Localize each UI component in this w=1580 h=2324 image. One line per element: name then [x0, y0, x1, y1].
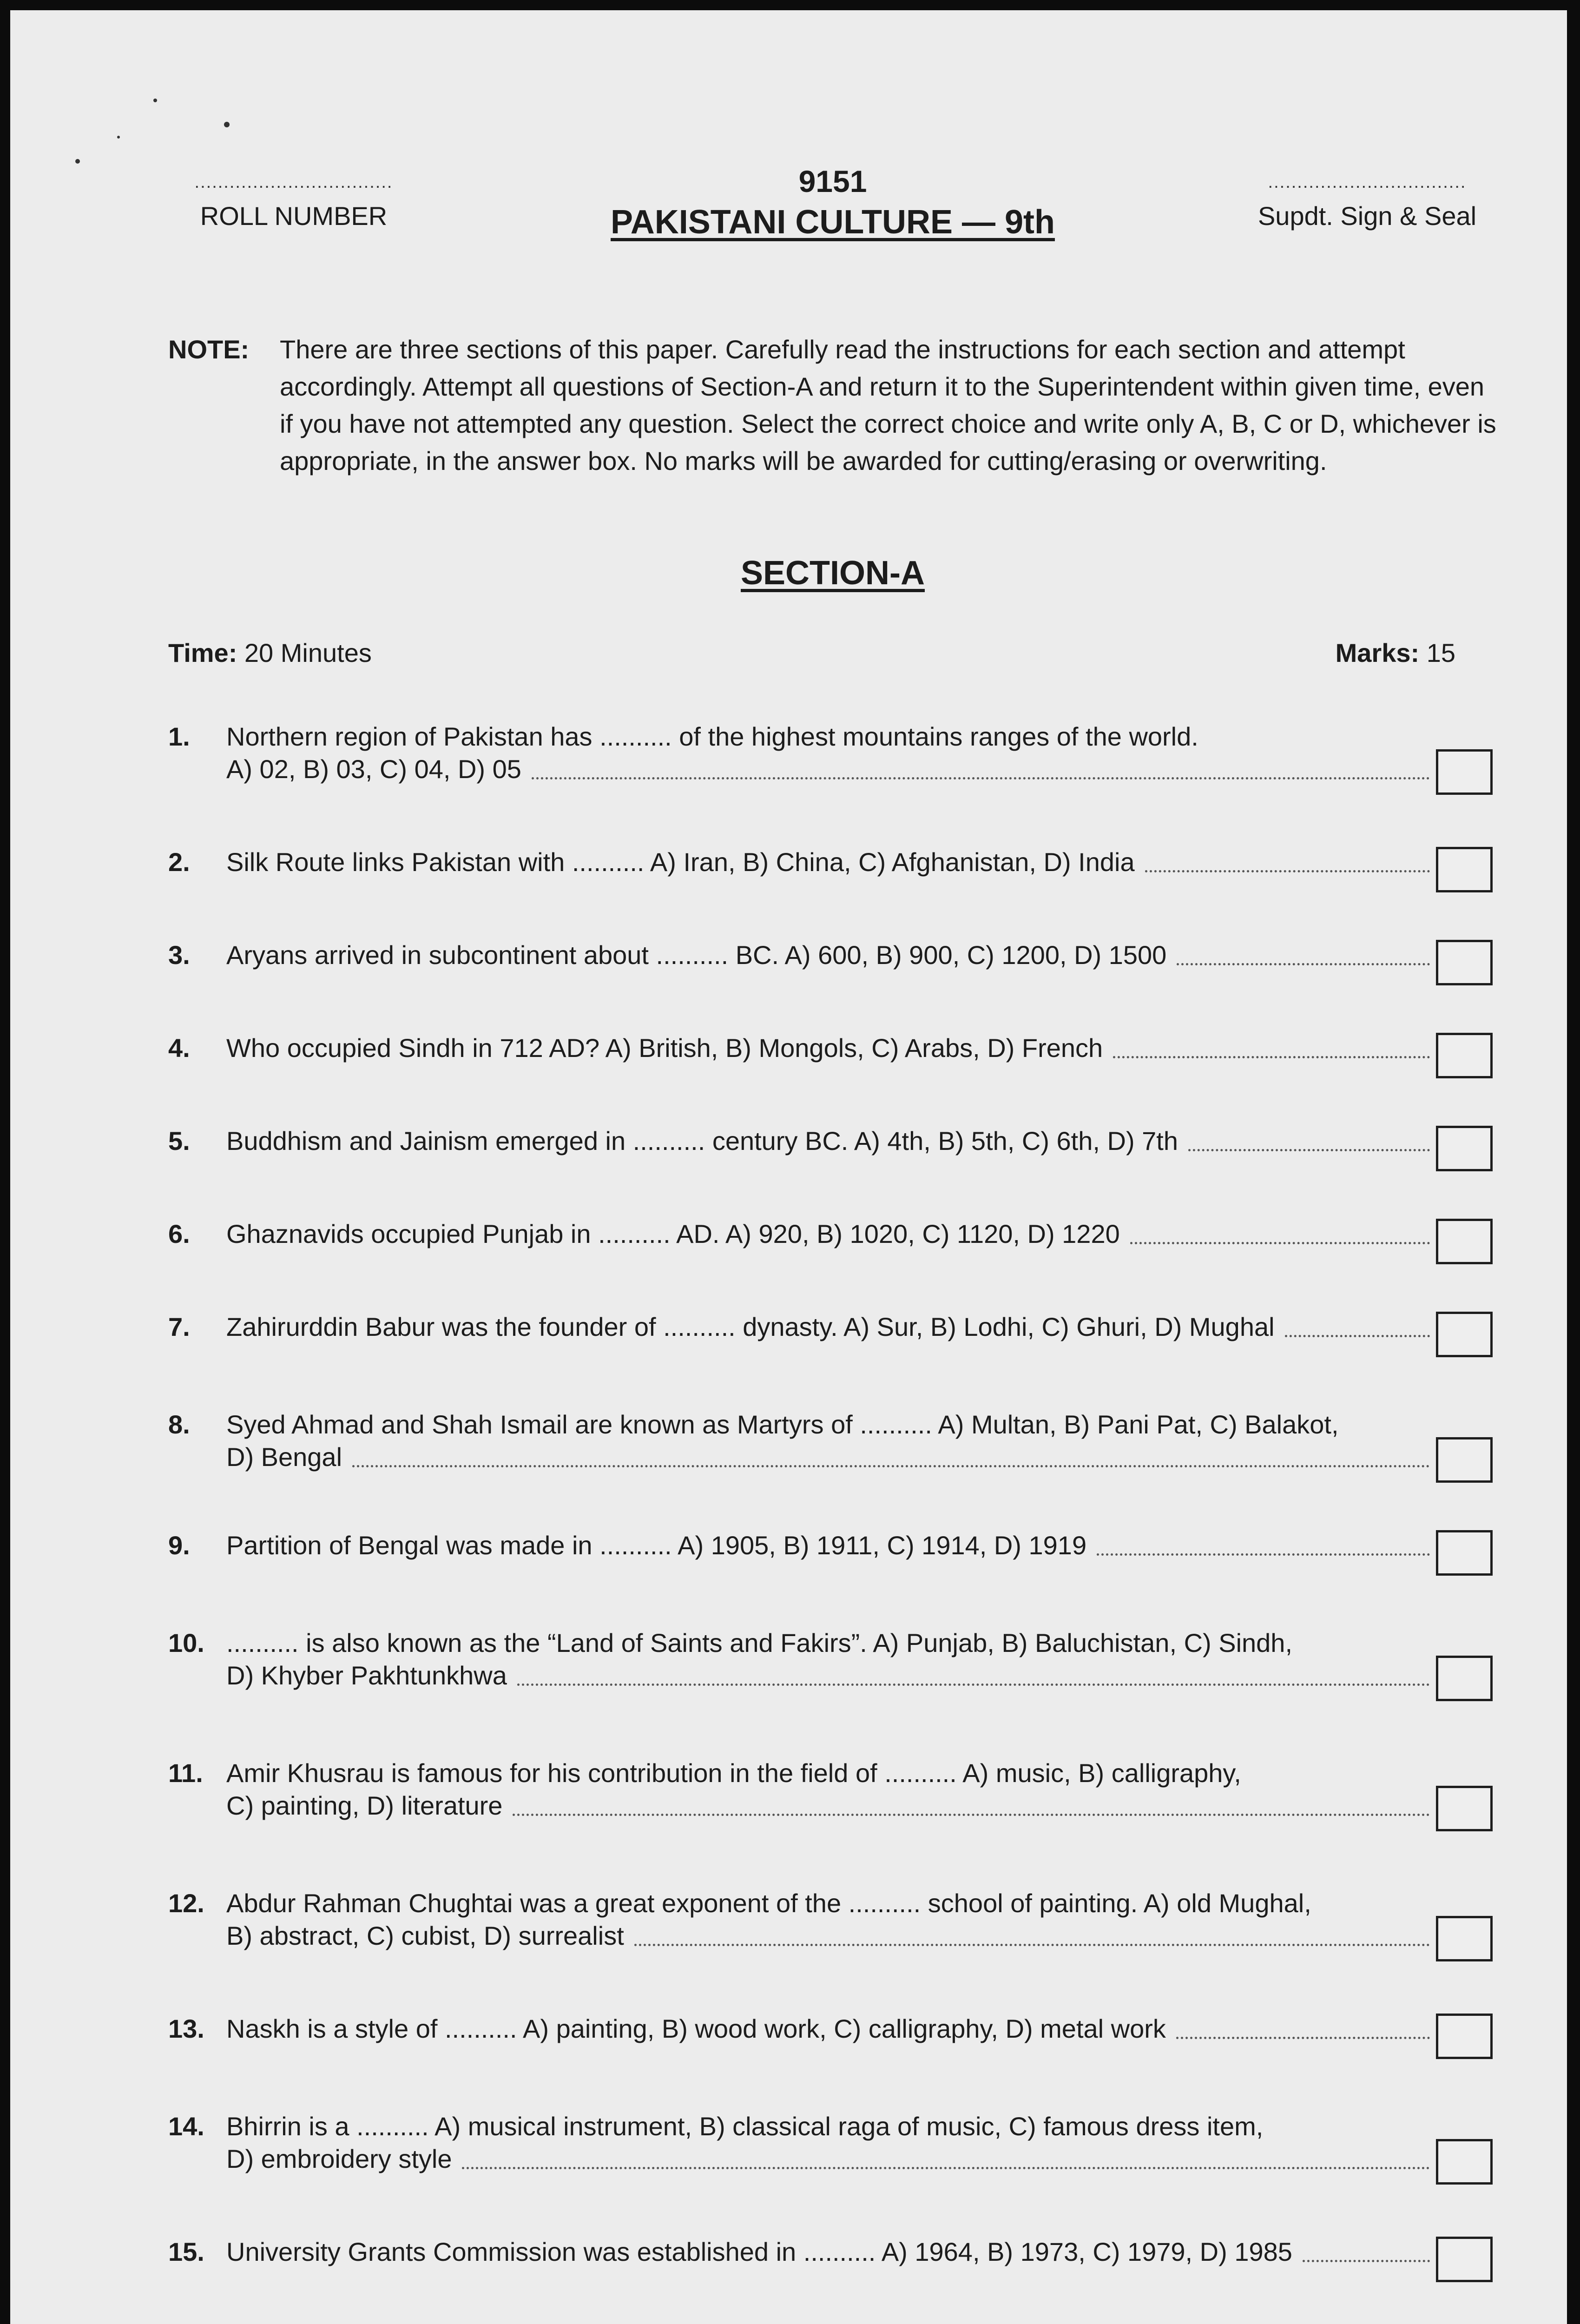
section-title: SECTION-A	[741, 555, 925, 592]
question-item	[168, 1033, 1493, 1079]
note-label: NOTE:	[168, 335, 250, 364]
time-value: 20 Minutes	[244, 638, 372, 667]
question-text: Who occupied Sindh in 712 AD? A) British, B) Mongols, C) Arabs, D) French	[226, 1033, 1103, 1063]
time-allowed	[168, 638, 372, 668]
answer-box[interactable]	[1436, 1219, 1493, 1264]
answer-box[interactable]	[1436, 1656, 1493, 1701]
question-number: 5.	[168, 1126, 190, 1155]
answer-box[interactable]	[1436, 1786, 1493, 1831]
dotted-leader	[1113, 1056, 1430, 1058]
question-number: 3.	[168, 940, 190, 970]
question-item	[168, 2237, 1493, 2283]
question-text: Silk Route links Pakistan with .......... A) Iran, B) China, C) Afghanistan, D) India	[226, 847, 1135, 877]
dotted-leader	[532, 777, 1430, 779]
question-options: A) 02, B) 03, C) 04, D) 05	[226, 754, 521, 784]
question-number: 15.	[168, 2237, 204, 2266]
dotted-leader	[1188, 1149, 1430, 1151]
question-number: 12.	[168, 1888, 204, 1918]
question-text: .......... is also known as the “Land of Saints and Fakirs”. A) Punjab, B) Baluchistan, C) Sindh,	[226, 1628, 1293, 1657]
answer-box[interactable]	[1436, 940, 1493, 985]
answer-box[interactable]	[1436, 2014, 1493, 2059]
roll-number-blank[interactable]: ..................................	[194, 173, 393, 191]
answer-box[interactable]	[1436, 1437, 1493, 1483]
roll-number-block	[164, 173, 424, 231]
question-item	[168, 1409, 1493, 1488]
question-number: 1.	[168, 722, 190, 751]
dotted-leader	[1130, 1242, 1430, 1244]
question-text: Amir Khusrau is famous for his contribution in the field of .......... A) music, B) calligraphy,	[226, 1758, 1241, 1788]
question-number: 8.	[168, 1410, 190, 1439]
question-item	[168, 721, 1493, 800]
ink-speck	[224, 122, 230, 127]
supdt-sign-blank[interactable]: ..................................	[1268, 173, 1467, 191]
dotted-leader	[517, 1684, 1430, 1686]
supdt-seal-block	[1242, 173, 1493, 231]
question-item	[168, 847, 1493, 893]
paper-title: PAKISTANI CULTURE — 9th	[611, 204, 1055, 241]
question-item	[168, 1530, 1493, 1577]
question-number: 7.	[168, 1312, 190, 1341]
marks-label: Marks:	[1335, 638, 1420, 667]
dotted-leader	[352, 1465, 1430, 1467]
question-text: Naskh is a style of .......... A) painting, B) wood work, C) calligraphy, D) metal work	[226, 2014, 1166, 2043]
question-number: 9.	[168, 1531, 190, 1560]
instructions-note	[168, 331, 1497, 480]
dotted-leader	[462, 2167, 1430, 2169]
question-text: Bhirrin is a .......... A) musical instrument, B) classical raga of music, C) famous dress item,	[226, 2112, 1264, 2141]
exam-paper	[10, 10, 1567, 2324]
question-text: Northern region of Pakistan has .......... of the highest mountains ranges of the world.	[226, 722, 1198, 751]
answer-box[interactable]	[1436, 1916, 1493, 1961]
dotted-leader	[1176, 2037, 1430, 2039]
answer-box[interactable]	[1436, 1312, 1493, 1357]
question-text: Abdur Rahman Chughtai was a great exponent of the .......... school of painting. A) old Mughal,	[226, 1888, 1311, 1918]
question-number: 2.	[168, 847, 190, 877]
question-text: Buddhism and Jainism emerged in .......... century BC. A) 4th, B) 5th, C) 6th, D) 7th	[226, 1126, 1178, 1155]
question-text: Zahirurddin Babur was the founder of .......... dynasty. A) Sur, B) Lodhi, C) Ghuri, D) Mughal	[226, 1312, 1275, 1341]
question-text: University Grants Commission was established in .......... A) 1964, B) 1973, C) 1979, D) 1985	[226, 2237, 1292, 2266]
question-item	[168, 2111, 1493, 2190]
dotted-leader	[1285, 1335, 1430, 1337]
ink-speck	[153, 99, 157, 102]
question-number: 13.	[168, 2014, 204, 2043]
answer-box[interactable]	[1436, 749, 1493, 795]
question-options: D) Khyber Pakhtunkhwa	[226, 1661, 507, 1690]
answer-box[interactable]	[1436, 2237, 1493, 2282]
question-number: 14.	[168, 2112, 204, 2141]
paper-code: 9151	[798, 164, 867, 198]
question-item	[168, 1126, 1493, 1172]
question-text: Aryans arrived in subcontinent about .......... BC. A) 600, B) 900, C) 1200, D) 1500	[226, 940, 1167, 970]
question-item	[168, 1758, 1493, 1837]
question-number: 4.	[168, 1033, 190, 1063]
answer-box[interactable]	[1436, 1033, 1493, 1078]
question-number: 10.	[168, 1628, 204, 1657]
answer-box[interactable]	[1436, 1530, 1493, 1576]
question-item	[168, 1219, 1493, 1265]
marks-value: 15	[1426, 638, 1455, 667]
question-text: Ghaznavids occupied Punjab in .......... AD. A) 920, B) 1020, C) 1120, D) 1220	[226, 1219, 1120, 1248]
question-number: 6.	[168, 1219, 190, 1248]
question-item	[168, 1628, 1493, 1707]
question-item	[168, 940, 1493, 986]
question-item	[168, 2014, 1493, 2060]
supdt-sign-label: Supdt. Sign & Seal	[1257, 201, 1477, 231]
answer-box[interactable]	[1436, 847, 1493, 892]
dotted-leader	[1097, 1553, 1430, 1556]
question-item	[168, 1888, 1493, 1967]
dotted-leader	[1177, 963, 1430, 965]
question-item	[168, 1312, 1493, 1358]
question-text: Partition of Bengal was made in .......... A) 1905, B) 1911, C) 1914, D) 1919	[226, 1531, 1087, 1560]
dotted-leader	[1303, 2260, 1430, 2262]
ink-speck	[75, 159, 80, 164]
ink-speck	[117, 136, 120, 139]
question-options: C) painting, D) literature	[226, 1791, 503, 1820]
question-text: Syed Ahmad and Shah Ismail are known as Martyrs of .......... A) Multan, B) Pani Pat, C) Balakot,	[226, 1410, 1339, 1439]
answer-box[interactable]	[1436, 2139, 1493, 2185]
dotted-leader	[513, 1814, 1430, 1816]
note-text: There are three sections of this paper. Carefully read the instructions for each section and attempt accordingly. Attempt all questions of Section-A and return it to the Superintendent within given time, even if you have not attempted any question. Select the correct choice and write only A, B, C or D, whichever is appropriate, in the answer box. No marks will be awarded for cutting/erasing or overwriting.	[280, 335, 1496, 475]
time-label: Time:	[168, 638, 237, 667]
dotted-leader	[634, 1944, 1430, 1946]
question-options: D) embroidery style	[226, 2144, 452, 2173]
question-options: B) abstract, C) cubist, D) surrealist	[226, 1921, 624, 1950]
roll-number-label: ROLL NUMBER	[200, 201, 388, 231]
question-options: D) Bengal	[226, 1442, 342, 1472]
answer-box[interactable]	[1436, 1126, 1493, 1171]
question-number: 11.	[168, 1758, 203, 1788]
dotted-leader	[1145, 870, 1430, 872]
total-marks	[1336, 638, 1455, 668]
